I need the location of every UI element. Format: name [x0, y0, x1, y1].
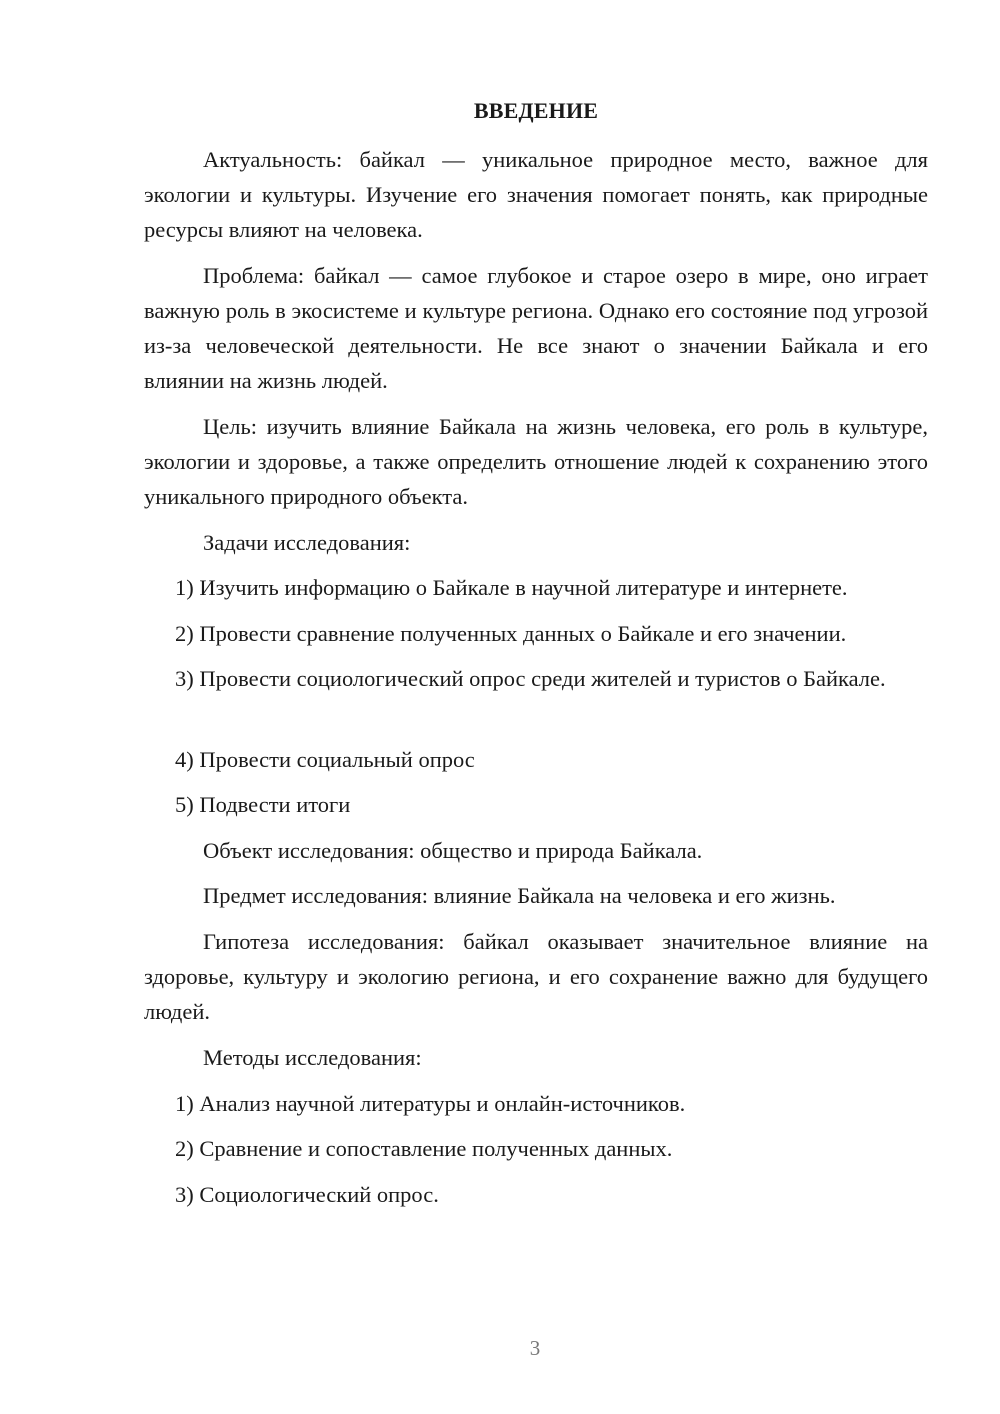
goal-paragraph: Цель: изучить влияние Байкала на жизнь человека, его роль в культуре, экологии и здоровье, а также определить отношение людей к сохранению этого уникального природного объекта. — [144, 414, 928, 509]
section-heading: ВВЕДЕНИЕ — [473, 98, 599, 123]
method-item: 1) Анализ научной литературы и онлайн-источников. — [175, 1091, 686, 1116]
task-item: 4) Провести социальный опрос — [175, 747, 475, 772]
task-item: 2) Провести сравнение полученных данных о Байкале и его значении. — [175, 621, 847, 646]
task-item: 5) Подвести итоги — [175, 792, 351, 817]
task-item: 3) Провести социологический опрос среди жителей и туристов о Байкале. — [175, 666, 886, 691]
page-number: 3 — [529, 1336, 541, 1360]
method-item: 3) Социологический опрос. — [175, 1182, 439, 1207]
relevance-paragraph: Актуальность: байкал — уникальное природное место, важное для экологии и культуры. Изучение его значения помогает понять, как природные ресурсы влияют на человека. — [144, 147, 928, 242]
hypothesis-paragraph: Гипотеза исследования: байкал оказывает значительное влияние на здоровье, культуру и экологию региона, и его сохранение важно для будущего людей. — [144, 929, 928, 1024]
task-item: 1) Изучить информацию о Байкале в научной литературе и интернете. — [175, 575, 848, 600]
object-paragraph: Объект исследования: общество и природа Байкала. — [203, 838, 703, 863]
methods-title: Методы исследования: — [203, 1045, 422, 1070]
tasks-title: Задачи исследования: — [203, 530, 411, 555]
subject-paragraph: Предмет исследования: влияние Байкала на человека и его жизнь. — [203, 883, 836, 908]
problem-paragraph: Проблема: байкал — самое глубокое и старое озеро в мире, оно играет важную роль в экосистеме и культуре региона. Однако его состояние под угрозой из-за человеческой деятельности. Не все знают о значении Байкала и его влиянии на жизнь людей. — [144, 263, 928, 393]
method-item: 2) Сравнение и сопоставление полученных данных. — [175, 1136, 673, 1161]
